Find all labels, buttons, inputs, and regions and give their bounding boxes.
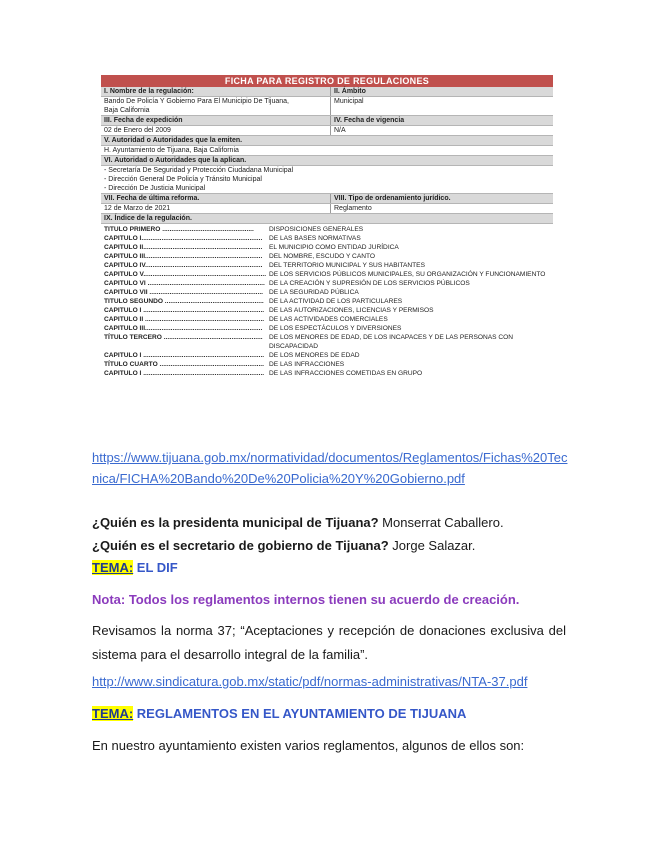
nombre-regulacion-header: I. Nombre de la regulación: bbox=[101, 87, 331, 96]
indice-section: CAPITULO V................................................................... bbox=[104, 271, 267, 278]
indice-section: CAPITULO II ................................................................. bbox=[104, 316, 265, 323]
indice-row bbox=[104, 252, 550, 261]
ultima-reforma-header: VII. Fecha de última reforma. bbox=[101, 194, 331, 203]
indice-row bbox=[104, 315, 550, 324]
indice-section: TITULO SEGUNDO ...................................................... bbox=[104, 298, 264, 305]
tipo-ordenamiento-header: VIII. Tipo de ordenamiento jurídico. bbox=[334, 195, 451, 202]
fecha-expedicion-header: III. Fecha de expedición bbox=[101, 116, 331, 125]
indice-section-title: DE LAS INFRACCIONES COMETIDAS EN GRUPO bbox=[269, 370, 423, 377]
indice-list bbox=[101, 224, 553, 378]
question-secretario bbox=[92, 535, 566, 556]
ficha-link[interactable] bbox=[92, 447, 566, 489]
indice-section-title: DE LA SEGURIDAD PÚBLICA bbox=[269, 289, 359, 296]
ficha-header-row bbox=[101, 136, 553, 146]
norma-37-link-text[interactable]: http://www.sindicatura.gob.mx/static/pdf/normas-administrativas/NTA-37.pdf bbox=[92, 674, 528, 689]
indice-section-title: DE LAS AUTORIZACIONES, LICENCIAS Y PERMISOS bbox=[269, 307, 434, 314]
indice-section: CAPITULO I .................................................................. bbox=[104, 352, 265, 359]
indice-row bbox=[104, 243, 550, 252]
indice-row bbox=[104, 234, 550, 243]
indice-section: CAPITULO II................................................................. bbox=[104, 244, 263, 251]
ficha-title: FICHA PARA REGISTRO DE REGULACIONES bbox=[101, 75, 553, 87]
indice-row bbox=[104, 288, 550, 297]
indice-row bbox=[104, 225, 550, 234]
paragraph-reglamentos: En nuestro ayuntamiento existen varios reglamentos, algunos de ellos son: bbox=[92, 738, 525, 753]
indice-row bbox=[104, 351, 550, 360]
nota-reglamentos: Nota: Todos los reglamentos internos tienen su acuerdo de creación. bbox=[92, 592, 520, 607]
indice-row bbox=[104, 297, 550, 306]
indice-section-title: DE LAS INFRACCIONES bbox=[269, 361, 345, 368]
ultima-reforma-value: 12 de Marzo de 2021 bbox=[101, 204, 331, 213]
autoridades-aplican-value bbox=[101, 166, 553, 193]
autoridades-aplican-header: VI. Autoridad o Autoridades que la aplican. bbox=[104, 157, 247, 164]
question-secretario-label: ¿Quién es el secretario de gobierno de Tijuana? bbox=[92, 538, 389, 553]
indice-row bbox=[104, 270, 550, 279]
indice-section: CAPITULO I .................................................................. bbox=[104, 307, 265, 314]
indice-section-title: DE LOS ESPECTÁCULOS Y DIVERSIONES bbox=[269, 325, 402, 332]
ficha-header-row bbox=[101, 87, 553, 97]
indice-section: TÍTULO CUARTO ......................................................... bbox=[104, 361, 264, 368]
indice-section-title: DE LA ACTIVIDAD DE LOS PARTICULARES bbox=[269, 298, 403, 305]
ficha-value-row bbox=[101, 97, 553, 116]
answer-presidenta: Monserrat Caballero. bbox=[378, 515, 504, 530]
autoridad-line: - Dirección General De Policía y Tránsito Municipal bbox=[104, 176, 262, 183]
ambito-value: Municipal bbox=[334, 98, 364, 105]
autoridad-line: - Dirección De Justicia Municipal bbox=[104, 185, 206, 192]
indice-section-title: DEL NOMBRE, ESCUDO Y CANTO bbox=[269, 253, 376, 260]
tema-label: TEMA: bbox=[92, 560, 134, 575]
indice-section: CAPITULO I.................................................................. bbox=[104, 235, 263, 242]
indice-section: CAPITULO IV................................................................ bbox=[104, 262, 263, 269]
ficha-link-line-2[interactable]: nica/FICHA%20Bando%20De%20Policia%20Y%20Gobierno.pdf bbox=[92, 471, 465, 486]
indice-section: CAPITULO III................................................................ bbox=[104, 325, 263, 332]
nombre-line-1: Bando De Policía Y Gobierno Para El Municipio De Tijuana, bbox=[104, 98, 289, 105]
tema-reglamentos bbox=[92, 703, 566, 724]
indice-section-title: DEL TERRITORIO MUNICIPAL Y SUS HABITANTES bbox=[269, 262, 425, 269]
tema-dif bbox=[92, 557, 566, 578]
tema-dif-title: EL DIF bbox=[133, 560, 178, 575]
ficha-header-row bbox=[101, 156, 553, 166]
ficha-value-row bbox=[101, 146, 553, 156]
indice-section: CAPITULO VI ................................................................ bbox=[104, 280, 265, 287]
indice-section-title: DE LOS MENORES DE EDAD bbox=[269, 352, 360, 359]
indice-section-title: DE LAS BASES NORMATIVAS bbox=[269, 235, 361, 242]
ficha-value-row bbox=[101, 166, 553, 194]
indice-row bbox=[104, 279, 550, 288]
tipo-ordenamiento-value: Reglamento bbox=[334, 205, 372, 212]
ficha-link-line-1[interactable]: https://www.tijuana.gob.mx/normatividad/documentos/Reglamentos/Fichas%20Tec bbox=[92, 450, 568, 465]
answer-secretario: Jorge Salazar. bbox=[388, 538, 476, 553]
question-presidenta bbox=[92, 512, 566, 533]
indice-row bbox=[104, 261, 550, 270]
question-presidenta-label: ¿Quién es la presidenta municipal de Tijuana? bbox=[92, 515, 379, 530]
indice-section: TÍTULO TERCERO ...................................................... bbox=[104, 334, 263, 341]
ficha-registro-table bbox=[101, 75, 553, 430]
indice-section-title: DE LA CREACIÓN Y SUPRESIÓN DE LOS SERVICIOS PÚBLICOS bbox=[269, 280, 470, 287]
indice-row bbox=[104, 369, 550, 378]
indice-row bbox=[104, 324, 550, 333]
indice-row bbox=[104, 360, 550, 369]
tema-reglamentos-title: REGLAMENTOS EN EL AYUNTAMIENTO DE TIJUANA bbox=[133, 706, 467, 721]
indice-section-title: DISPOSICIONES GENERALES bbox=[269, 226, 364, 233]
autoridad-line: - Secretaría De Seguridad y Protección Ciudadana Municipal bbox=[104, 167, 294, 174]
norma-37-link[interactable] bbox=[92, 671, 566, 692]
indice-section-title: EL MUNICIPIO COMO ENTIDAD JURÍDICA bbox=[269, 244, 399, 251]
ficha-value-row bbox=[101, 204, 553, 214]
indice-section: TITULO PRIMERO .................................................. bbox=[104, 226, 254, 233]
ficha-header-row bbox=[101, 194, 553, 204]
fecha-expedicion-value: 02 de Enero del 2009 bbox=[101, 126, 331, 135]
fecha-vigencia-header: IV. Fecha de vigencia bbox=[334, 117, 405, 124]
tema-label: TEMA: bbox=[92, 706, 134, 721]
indice-section-title: DE LAS ACTIVIDADES COMERCIALES bbox=[269, 316, 388, 323]
indice-section: CAPITULO III................................................................ bbox=[104, 253, 263, 260]
indice-row bbox=[104, 333, 550, 351]
fecha-vigencia-value: N/A bbox=[334, 127, 346, 134]
nombre-line-2: Baja California bbox=[104, 107, 150, 114]
indice-section-title: DE LOS SERVICIOS PÚBLICOS MUNICIPALES, SU ORGANIZACIÓN Y FUNCIONAMIENTO bbox=[269, 271, 546, 278]
indice-row bbox=[104, 306, 550, 315]
ficha-value-row bbox=[101, 126, 553, 136]
autoridades-emiten-value: H. Ayuntamiento de Tijuana, Baja California bbox=[104, 147, 239, 154]
ficha-header-row bbox=[101, 214, 553, 224]
indice-header: IX. Índice de la regulación. bbox=[104, 215, 192, 222]
autoridades-emiten-header: V. Autoridad o Autoridades que la emiten. bbox=[104, 137, 243, 144]
ficha-header-row bbox=[101, 116, 553, 126]
indice-section: CAPITULO I .................................................................. bbox=[104, 370, 265, 377]
indice-section: CAPITULO VII .............................................................. bbox=[104, 289, 264, 296]
ambito-header: II. Ámbito bbox=[334, 88, 366, 95]
paragraph-norma-37: Revisamos la norma 37; “Aceptaciones y recepción de donaciones exclusiva del sistema para el desarrollo integral de la familia”. bbox=[92, 623, 566, 662]
indice-section-title: DE LOS MENORES DE EDAD, DE LOS INCAPACES Y DE LAS PERSONAS CON DISCAPACIDAD bbox=[269, 334, 514, 350]
nombre-regulacion-value bbox=[101, 97, 331, 115]
